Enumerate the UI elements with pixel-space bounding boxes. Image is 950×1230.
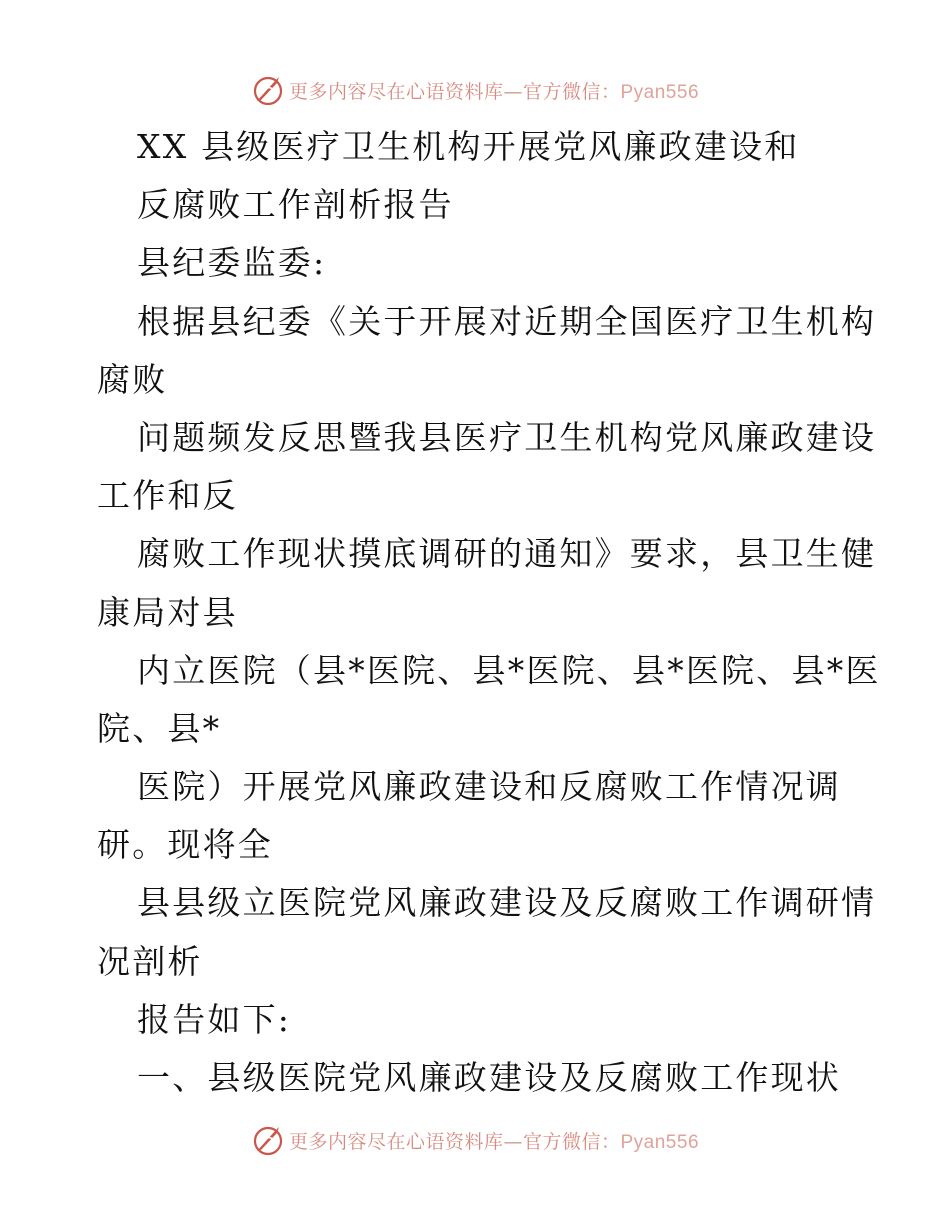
text-line: 康局对县 bbox=[97, 592, 238, 632]
text-line: 腐败工作现状摸底调研的通知》要求，县卫生健 bbox=[137, 534, 877, 574]
text-line: 况剖析 bbox=[97, 941, 203, 981]
banner-handle: Pyan556 bbox=[620, 81, 700, 103]
banner-handle: Pyan556 bbox=[620, 1131, 700, 1153]
text-line: 根据县纪委《关于开展对近期全国医疗卫生机构 bbox=[137, 301, 877, 341]
footer-banner bbox=[0, 1120, 950, 1160]
text-line: 报告如下: bbox=[137, 999, 292, 1039]
text-line: XX 县级医疗卫生机构开展党风廉政建设和 bbox=[137, 127, 800, 166]
text-line: 腐败 bbox=[97, 359, 168, 399]
text-line: 工作和反 bbox=[97, 476, 238, 516]
header-banner bbox=[0, 70, 950, 110]
text-line: 问题频发反思暨我县医疗卫生机构党风廉政建设 bbox=[137, 417, 877, 457]
text-line: 内立医院（县*医院、县*医院、县*医院、县*医 bbox=[137, 650, 881, 690]
text-line: 一、县级医院党风廉政建设及反腐败工作现状 bbox=[137, 1058, 841, 1097]
text-line: 反腐败工作剖析报告 bbox=[137, 185, 454, 225]
text-line: 院、县* bbox=[97, 708, 222, 748]
text-line: 县纪委监委: bbox=[137, 243, 327, 283]
quill-pen-logo-icon bbox=[251, 1123, 285, 1157]
banner-text: 更多内容尽在心语资料库—官方微信：Pyan556 bbox=[288, 80, 700, 103]
quill-pen-logo-icon bbox=[251, 73, 285, 107]
text-line: 研。现将全 bbox=[97, 825, 273, 865]
banner-text: 更多内容尽在心语资料库—官方微信：Pyan556 bbox=[288, 1130, 700, 1153]
text-line: 医院）开展党风廉政建设和反腐败工作情况调 bbox=[137, 767, 841, 807]
document-body bbox=[97, 118, 881, 1107]
text-line: 县县级立医院党风廉政建设及反腐败工作调研情 bbox=[137, 883, 877, 923]
